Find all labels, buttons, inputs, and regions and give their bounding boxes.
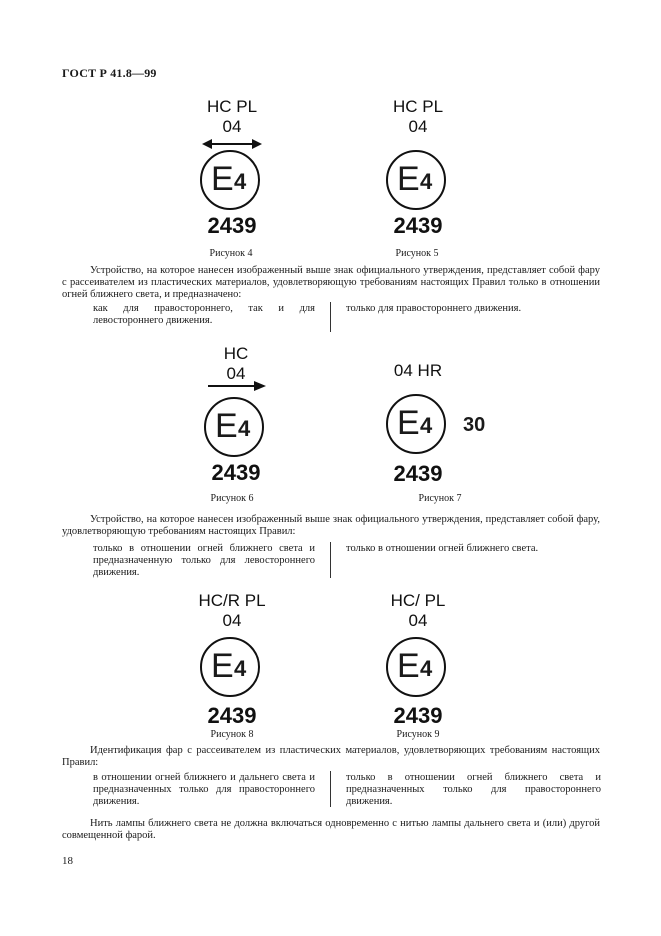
approval-circle	[386, 637, 446, 697]
mark-letter: E	[211, 647, 234, 685]
approval-mark-figure-4	[132, 98, 332, 248]
document-header: ГОСТ Р 41.8—99	[62, 66, 157, 80]
country-code: 4	[420, 169, 433, 194]
mark-number: 04	[408, 611, 428, 630]
mark-number: 04	[222, 117, 242, 136]
approval-mark-figure-6	[136, 345, 336, 495]
approval-number: 2439	[393, 703, 443, 728]
mark-number: 04	[408, 117, 428, 136]
approval-mark-figure-7	[318, 362, 518, 512]
figure-caption: Рисунок 7	[418, 493, 462, 504]
approval-number: 2439	[393, 461, 443, 486]
mark-letter: E	[397, 160, 420, 198]
country-code: 4	[420, 413, 433, 438]
approval-number: 2439	[207, 703, 257, 728]
intensity-code: 30	[463, 414, 486, 436]
figure-caption: Рисунок 4	[209, 248, 253, 259]
approval-number: 2439	[211, 460, 261, 485]
country-code: 4	[234, 656, 247, 681]
mark-letter: E	[397, 647, 420, 685]
country-code: 4	[234, 169, 247, 194]
mark-letter: E	[397, 404, 420, 442]
approval-number: 2439	[207, 213, 257, 238]
left-column-text: только в отношении огней ближнего света и предназначенную только для левостороннего движения.	[93, 543, 315, 578]
approval-circle	[200, 637, 260, 697]
column-divider	[330, 542, 331, 578]
right-column-text: только в отношении огней ближнего света.	[346, 543, 539, 554]
country-code: 4	[420, 656, 433, 681]
figure-caption: Рисунок 9	[396, 729, 440, 740]
approval-mark-figure-9	[318, 592, 518, 742]
left-column-text: как для правостороннего, так и для левостороннего движения.	[93, 303, 315, 326]
approval-circle	[386, 394, 446, 454]
approval-circle	[204, 397, 264, 457]
mark-code: HC/R PL	[198, 591, 266, 610]
country-code: 4	[238, 416, 251, 441]
double-arrow-icon	[202, 138, 262, 150]
paragraph-section-2: Устройство, на которое нанесен изображенный выше знак официального утверждения, представляет собой фару, удовлетворяющую требованиям настоящих Правил:	[62, 514, 600, 537]
column-divider	[330, 302, 331, 332]
approval-mark-figure-8	[132, 592, 332, 742]
approval-circle	[200, 150, 260, 210]
paragraph-section-1: Устройство, на которое нанесен изображенный выше знак официального утверждения, представляет собой фару с рассеивателем из пластических материалов, удовлетворяющую требованиям настоящих Правил только в отношении огней ближнего света, и предназначено:	[62, 265, 600, 300]
mark-code: HC	[223, 344, 249, 363]
mark-letter: E	[215, 407, 238, 445]
column-divider	[330, 771, 331, 807]
paragraph-section-3: Идентификация фар с рассеивателем из пластических материалов, удовлетворяющих требованиям настоящих Правил:	[62, 745, 600, 768]
footnote-paragraph: Нить лампы ближнего света не должна включаться одновременно с нитью лампы дальнего света и (или) другой совмещенной фарой.	[62, 818, 600, 841]
mark-code: HC PL	[206, 97, 258, 116]
mark-number: 04	[226, 364, 246, 383]
mark-letter: E	[211, 160, 234, 198]
approval-mark-figure-5	[318, 98, 518, 248]
right-column-text: только в отношении огней ближнего света и предназначенных только для правостороннего движения.	[346, 772, 601, 807]
mark-code: HC/ PL	[390, 591, 446, 610]
figure-caption: Рисунок 8	[210, 729, 254, 740]
figure-caption: Рисунок 6	[210, 493, 254, 504]
left-column-text: в отношении огней ближнего и дальнего света и предназначенных только для правостороннего движения.	[93, 772, 315, 807]
mark-code: HC PL	[392, 97, 444, 116]
page-number: 18	[62, 855, 73, 867]
right-arrow-icon	[208, 380, 266, 392]
approval-circle	[386, 150, 446, 210]
figure-caption: Рисунок 5	[395, 248, 439, 259]
right-column-text: только для правостороннего движения.	[346, 303, 522, 314]
approval-number: 2439	[393, 213, 443, 238]
mark-code: 04 HR	[393, 361, 443, 380]
mark-number: 04	[222, 611, 242, 630]
